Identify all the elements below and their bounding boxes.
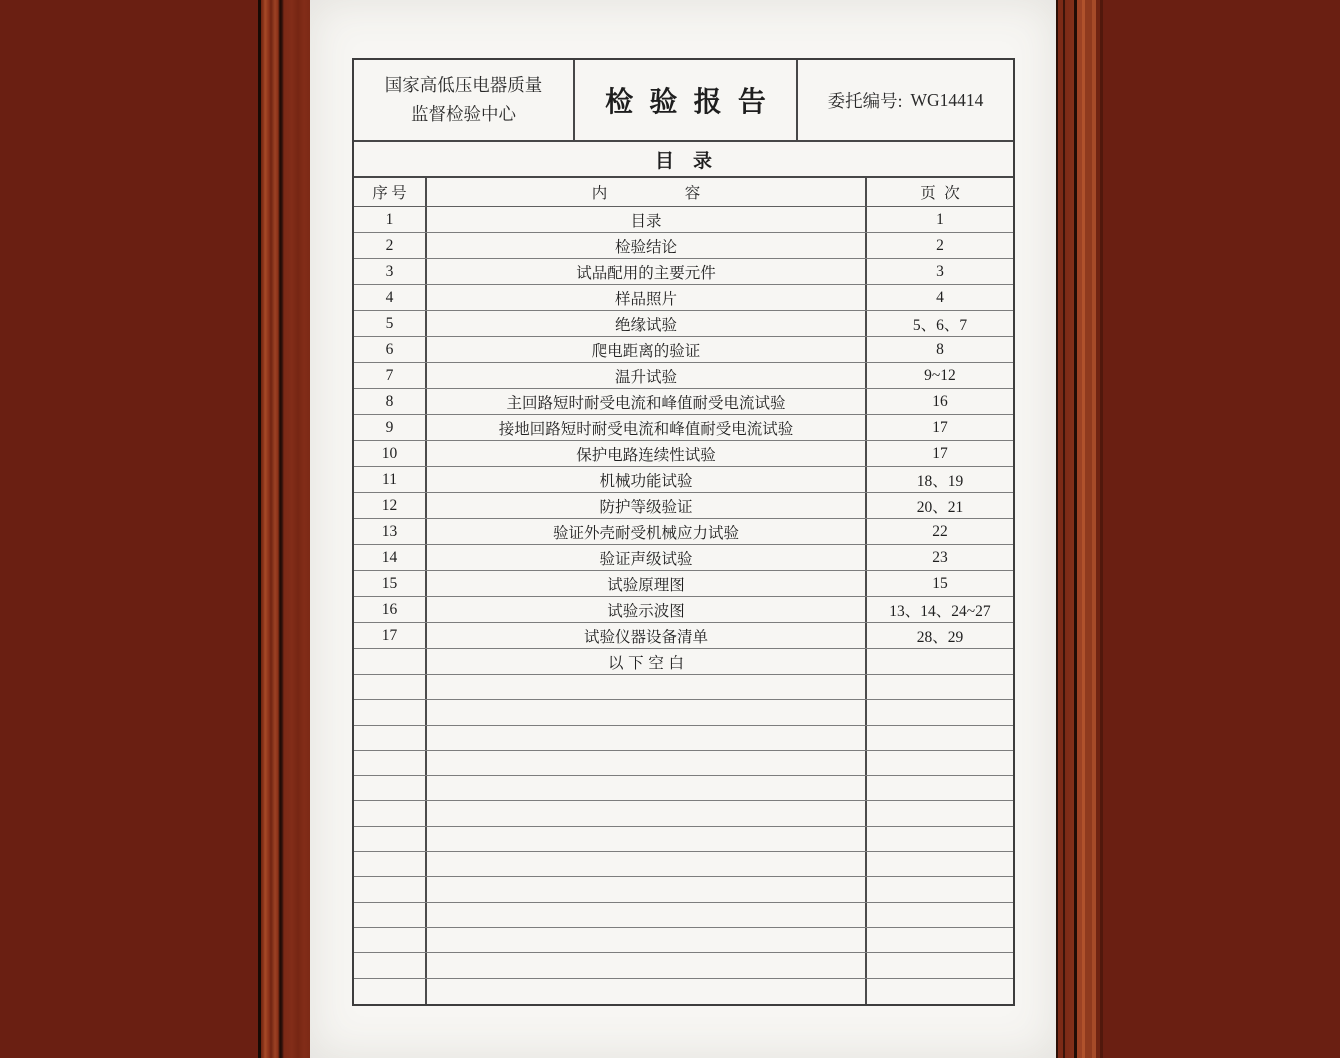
toc-empty-row (354, 953, 1013, 978)
toc-cell-no: 16 (354, 597, 427, 622)
toc-cell-content: 验证声级试验 (427, 545, 867, 570)
toc-cell-content (427, 726, 867, 750)
toc-cell-content (427, 700, 867, 724)
toc-cell-no (354, 979, 427, 1004)
toc-cell-no: 17 (354, 623, 427, 648)
toc-empty-row (354, 827, 1013, 852)
scanned-report-page (310, 0, 1056, 1058)
toc-cell-page: 1 (936, 210, 944, 228)
column-header-content: 内容 (427, 178, 867, 206)
toc-cell-content: 目录 (427, 207, 867, 232)
toc-cell-page (867, 877, 1013, 901)
toc-cell-content (427, 928, 867, 952)
toc-cell-content: 试验原理图 (427, 571, 867, 596)
toc-cell-page: 2 (936, 236, 944, 254)
toc-cell-page: 13、14、24~27 (889, 602, 991, 620)
toc-cell-content (427, 675, 867, 699)
toc-empty-row (354, 928, 1013, 953)
toc-cell-page (867, 827, 1013, 851)
toc-cell-content: 试验仪器设备清单 (427, 623, 867, 648)
toc-cell-no (354, 928, 427, 952)
toc-cell-no (354, 852, 427, 876)
toc-cell-content (427, 877, 867, 901)
toc-empty-row (354, 852, 1013, 877)
toc-cell-no: 7 (354, 363, 427, 388)
toc-row (354, 259, 1013, 285)
toc-empty-row (354, 979, 1013, 1004)
toc-cell-page: 23 (932, 548, 948, 566)
toc-cell-no: 15 (354, 571, 427, 596)
toc-cell-page (867, 649, 1013, 674)
toc-row (354, 415, 1013, 441)
commission-label: 委托编号: (827, 90, 903, 111)
report-toc-table (352, 58, 1015, 1006)
toc-empty-row (354, 877, 1013, 902)
toc-row (354, 571, 1013, 597)
toc-cell-no: 2 (354, 233, 427, 258)
toc-cell-content (427, 979, 867, 1004)
toc-cell-page: 22 (932, 522, 948, 540)
toc-row (354, 467, 1013, 493)
toc-cell-no: 14 (354, 545, 427, 570)
toc-cell-page: 28、29 (916, 628, 964, 646)
toc-empty-row (354, 903, 1013, 928)
toc-cell-content (427, 953, 867, 977)
toc-empty-row (354, 675, 1013, 700)
toc-cell-content: 防护等级验证 (427, 493, 867, 518)
right-wood-frame (1056, 0, 1112, 1058)
toc-cell-page: 15 (932, 574, 948, 592)
toc-cell-page: 17 (932, 444, 948, 462)
toc-cell-content: 样品照片 (427, 285, 867, 310)
toc-row (354, 337, 1013, 363)
toc-cell-page (867, 751, 1013, 775)
commission-number (798, 60, 1013, 140)
toc-cell-no: 6 (354, 337, 427, 362)
toc-cell-no (354, 801, 427, 825)
toc-cell-content: 试品配用的主要元件 (427, 259, 867, 284)
toc-cell-content: 机械功能试验 (427, 467, 867, 492)
toc-row (354, 311, 1013, 337)
toc-cell-no: 12 (354, 493, 427, 518)
toc-column-headers (354, 178, 1013, 207)
toc-cell-no: 11 (354, 467, 427, 492)
toc-cell-no: 8 (354, 389, 427, 414)
toc-empty-row (354, 801, 1013, 826)
left-wood-frame (258, 0, 310, 1058)
toc-row (354, 519, 1013, 545)
toc-row (354, 545, 1013, 571)
toc-cell-page (867, 726, 1013, 750)
toc-cell-no (354, 700, 427, 724)
toc-cell-page: 5、6、7 (912, 316, 968, 334)
org-name-line2: 监督检验中心 (411, 104, 516, 124)
report-header-band (354, 60, 1013, 142)
toc-cell-page (867, 953, 1013, 977)
org-name (354, 60, 575, 140)
toc-cell-content: 保护电路连续性试验 (427, 441, 867, 466)
toc-cell-content: 接地回路短时耐受电流和峰值耐受电流试验 (427, 415, 867, 440)
toc-empty-row (354, 751, 1013, 776)
toc-cell-page: 8 (936, 340, 944, 358)
toc-cell-no: 9 (354, 415, 427, 440)
toc-cell-no (354, 827, 427, 851)
commission-value: WG14414 (910, 89, 984, 110)
toc-row (354, 389, 1013, 415)
toc-cell-content (427, 751, 867, 775)
toc-cell-content: 以下空白 (427, 649, 867, 674)
toc-cell-page (867, 675, 1013, 699)
toc-cell-page: 20、21 (916, 498, 964, 516)
toc-cell-page (867, 801, 1013, 825)
toc-row (354, 623, 1013, 649)
toc-row (354, 363, 1013, 389)
toc-empty-row (354, 726, 1013, 751)
toc-cell-page: 17 (932, 418, 948, 436)
toc-cell-page (867, 903, 1013, 927)
toc-cell-page (867, 928, 1013, 952)
toc-cell-page: 9~12 (924, 366, 956, 384)
toc-cell-no (354, 877, 427, 901)
toc-cell-page (867, 852, 1013, 876)
toc-row (354, 207, 1013, 233)
toc-cell-no (354, 649, 427, 674)
toc-cell-page (867, 979, 1013, 1004)
toc-empty-row (354, 700, 1013, 725)
toc-cell-content: 绝缘试验 (427, 311, 867, 336)
toc-cell-content: 检验结论 (427, 233, 867, 258)
toc-row (354, 285, 1013, 311)
toc-cell-content (427, 827, 867, 851)
toc-cell-no (354, 751, 427, 775)
toc-cell-no (354, 726, 427, 750)
toc-cell-content (427, 801, 867, 825)
toc-cell-no: 4 (354, 285, 427, 310)
column-header-no: 序号 (354, 178, 427, 206)
toc-cell-content: 试验示波图 (427, 597, 867, 622)
toc-row (354, 597, 1013, 623)
report-title: 检验报告 (575, 60, 798, 140)
toc-cell-no: 5 (354, 311, 427, 336)
toc-rows (354, 207, 1013, 1004)
toc-cell-content (427, 903, 867, 927)
toc-cell-no: 3 (354, 259, 427, 284)
toc-empty-row (354, 776, 1013, 801)
toc-cell-no: 1 (354, 207, 427, 232)
toc-cell-page: 4 (936, 288, 944, 306)
toc-section-title: 目录 (354, 142, 1013, 178)
toc-cell-content: 验证外壳耐受机械应力试验 (427, 519, 867, 544)
toc-cell-content: 主回路短时耐受电流和峰值耐受电流试验 (427, 389, 867, 414)
toc-cell-no (354, 675, 427, 699)
toc-cell-no: 10 (354, 441, 427, 466)
org-name-line1: 国家高低压电器质量 (384, 75, 543, 95)
column-header-page: 页次 (920, 185, 969, 202)
toc-row (354, 649, 1013, 675)
toc-cell-no (354, 953, 427, 977)
toc-row (354, 441, 1013, 467)
toc-cell-content: 温升试验 (427, 363, 867, 388)
toc-cell-no (354, 776, 427, 800)
toc-row (354, 493, 1013, 519)
toc-cell-content (427, 776, 867, 800)
toc-cell-page (867, 700, 1013, 724)
toc-cell-no (354, 903, 427, 927)
toc-cell-page (867, 776, 1013, 800)
toc-cell-page: 18、19 (916, 472, 964, 490)
toc-cell-page: 16 (932, 392, 948, 410)
toc-cell-content (427, 852, 867, 876)
toc-cell-no: 13 (354, 519, 427, 544)
toc-cell-content: 爬电距离的验证 (427, 337, 867, 362)
toc-row (354, 233, 1013, 259)
toc-cell-page: 3 (936, 262, 944, 280)
